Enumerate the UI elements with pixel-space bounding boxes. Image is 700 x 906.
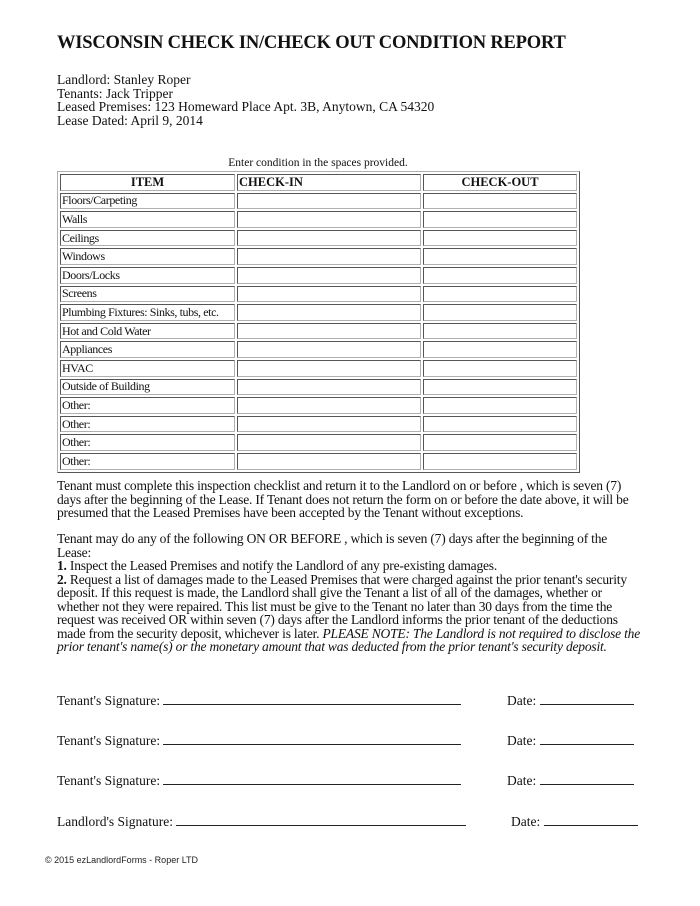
check-in-cell[interactable] — [237, 286, 421, 303]
item-text: Inspect the Leased Premises and notify the Landlord of any pre-existing damages. — [66, 558, 498, 573]
page-title: WISCONSIN CHECK IN/CHECK OUT CONDITION REPORT — [57, 33, 566, 53]
date-field[interactable] — [540, 732, 634, 745]
date-label: Date: — [511, 814, 541, 829]
check-out-cell[interactable] — [423, 286, 577, 303]
signature-field[interactable] — [163, 772, 461, 785]
table-row — [60, 379, 577, 396]
check-in-cell[interactable] — [237, 379, 421, 396]
check-in-cell[interactable] — [237, 211, 421, 228]
item-cell: Outside of Building — [60, 379, 235, 396]
item-cell: Floors/Carpeting — [60, 193, 235, 210]
table-row — [60, 304, 577, 321]
table-row — [60, 341, 577, 358]
signature-line-tenant-2 — [57, 732, 537, 749]
check-in-cell[interactable] — [237, 304, 421, 321]
check-in-cell[interactable] — [237, 248, 421, 265]
landlord-name: Landlord: Stanley Roper — [57, 72, 191, 87]
check-out-cell[interactable] — [423, 360, 577, 377]
condition-table — [57, 171, 580, 473]
table-row — [60, 211, 577, 228]
table-row — [60, 453, 577, 470]
item-cell: Ceilings — [60, 230, 235, 247]
item-number: 1. — [57, 558, 67, 573]
table-row — [60, 323, 577, 340]
return-instructions: Tenant must complete this inspection checklist and return it to the Landlord on or before , which is seven (7) days after the beginning of the Lease. If Tenant does not return the form on or before the date above, it will be presumed that the Leased Premises have been accepted by the Tenant without exceptions. — [57, 478, 629, 520]
check-out-cell[interactable] — [423, 453, 577, 470]
item-text: Request a list of damages made to the Leased Premises that were charged against the prior tenant's security deposit. If this request is made, the Landlord shall give the Tenant a list of all of the damages, whether or whether not they were repaired. This list must be give to the Tenant no later than 30 days from the time the request was received OR within seven (7) days after the Landlord informs the prior tenant of the deductions made from the security deposit, whichever is later. — [57, 571, 627, 641]
check-out-cell[interactable] — [423, 323, 577, 340]
signature-label: Tenant's Signature: — [57, 773, 161, 788]
signature-line-tenant-3 — [57, 772, 537, 789]
item-cell: Other: — [60, 416, 235, 433]
check-out-cell[interactable] — [423, 341, 577, 358]
check-in-cell[interactable] — [237, 434, 421, 451]
check-out-cell[interactable] — [423, 416, 577, 433]
item-cell: Other: — [60, 453, 235, 470]
date-field[interactable] — [544, 813, 638, 826]
table-row — [60, 360, 577, 377]
check-out-cell[interactable] — [423, 434, 577, 451]
column-header-check-out: CHECK-OUT — [423, 174, 577, 191]
item-number: 2. — [57, 571, 67, 587]
item-cell: Other: — [60, 434, 235, 451]
signature-field[interactable] — [176, 813, 466, 826]
column-header-item: ITEM — [60, 174, 235, 191]
table-row — [60, 230, 577, 247]
signature-label: Tenant's Signature: — [57, 693, 161, 708]
item-cell: Other: — [60, 397, 235, 414]
check-out-cell[interactable] — [423, 193, 577, 210]
signature-label: Landlord's Signature: — [57, 814, 174, 829]
signature-field[interactable] — [163, 732, 461, 745]
table-row — [60, 286, 577, 303]
signature-line-landlord — [57, 813, 541, 830]
item-cell: Windows — [60, 248, 235, 265]
date-label: Date: — [507, 693, 537, 708]
tenant-rights — [57, 532, 642, 654]
date-label: Date: — [507, 733, 537, 748]
please-note: PLEASE NOTE: The Landlord is not required to disclose the prior tenant's name(s) or the monetary amount that was deducted from the prior tenant's security deposit. — [57, 625, 640, 654]
column-header-check-in: CHECK-IN — [237, 174, 421, 191]
check-in-cell[interactable] — [237, 341, 421, 358]
table-row — [60, 434, 577, 451]
table-row — [60, 193, 577, 210]
item-cell: Walls — [60, 211, 235, 228]
check-out-cell[interactable] — [423, 230, 577, 247]
item-cell: Plumbing Fixtures: Sinks, tubs, etc. — [60, 304, 235, 321]
check-in-cell[interactable] — [237, 416, 421, 433]
leased-premises: Leased Premises: 123 Homeward Place Apt. 3B, Anytown, CA 54320 — [57, 99, 435, 114]
tenant-rights-intro: Tenant may do any of the following ON OR BEFORE , which is seven (7) days after the beginning of the Lease: — [57, 531, 608, 560]
check-in-cell[interactable] — [237, 453, 421, 470]
check-out-cell[interactable] — [423, 304, 577, 321]
right-item-2 — [57, 573, 642, 654]
item-cell: Hot and Cold Water — [60, 323, 235, 340]
copyright-footer: © 2015 ezLandlordForms - Roper LTD — [45, 855, 199, 865]
check-out-cell[interactable] — [423, 397, 577, 414]
check-in-cell[interactable] — [237, 230, 421, 247]
lease-info — [57, 73, 434, 127]
item-cell: HVAC — [60, 360, 235, 377]
check-in-cell[interactable] — [237, 323, 421, 340]
right-item-1 — [57, 559, 642, 573]
check-in-cell[interactable] — [237, 267, 421, 284]
table-header-row — [60, 174, 577, 191]
check-out-cell[interactable] — [423, 211, 577, 228]
table-row — [60, 267, 577, 284]
lease-date: Lease Dated: April 9, 2014 — [57, 112, 203, 128]
check-in-cell[interactable] — [237, 193, 421, 210]
date-field[interactable] — [540, 772, 634, 785]
check-out-cell[interactable] — [423, 248, 577, 265]
date-label: Date: — [507, 773, 537, 788]
table-row — [60, 397, 577, 414]
check-out-cell[interactable] — [423, 379, 577, 396]
signature-field[interactable] — [163, 692, 461, 705]
table-instruction: Enter condition in the spaces provided. — [228, 157, 408, 169]
check-in-cell[interactable] — [237, 360, 421, 377]
signature-line-tenant-1 — [57, 692, 537, 709]
tenant-name: Tenants: Jack Tripper — [57, 85, 174, 101]
table-row — [60, 248, 577, 265]
item-cell: Appliances — [60, 341, 235, 358]
check-out-cell[interactable] — [423, 267, 577, 284]
signature-label: Tenant's Signature: — [57, 733, 161, 748]
item-cell: Doors/Locks — [60, 267, 235, 284]
date-field[interactable] — [540, 692, 634, 705]
item-cell: Screens — [60, 286, 235, 303]
table-row — [60, 416, 577, 433]
check-in-cell[interactable] — [237, 397, 421, 414]
